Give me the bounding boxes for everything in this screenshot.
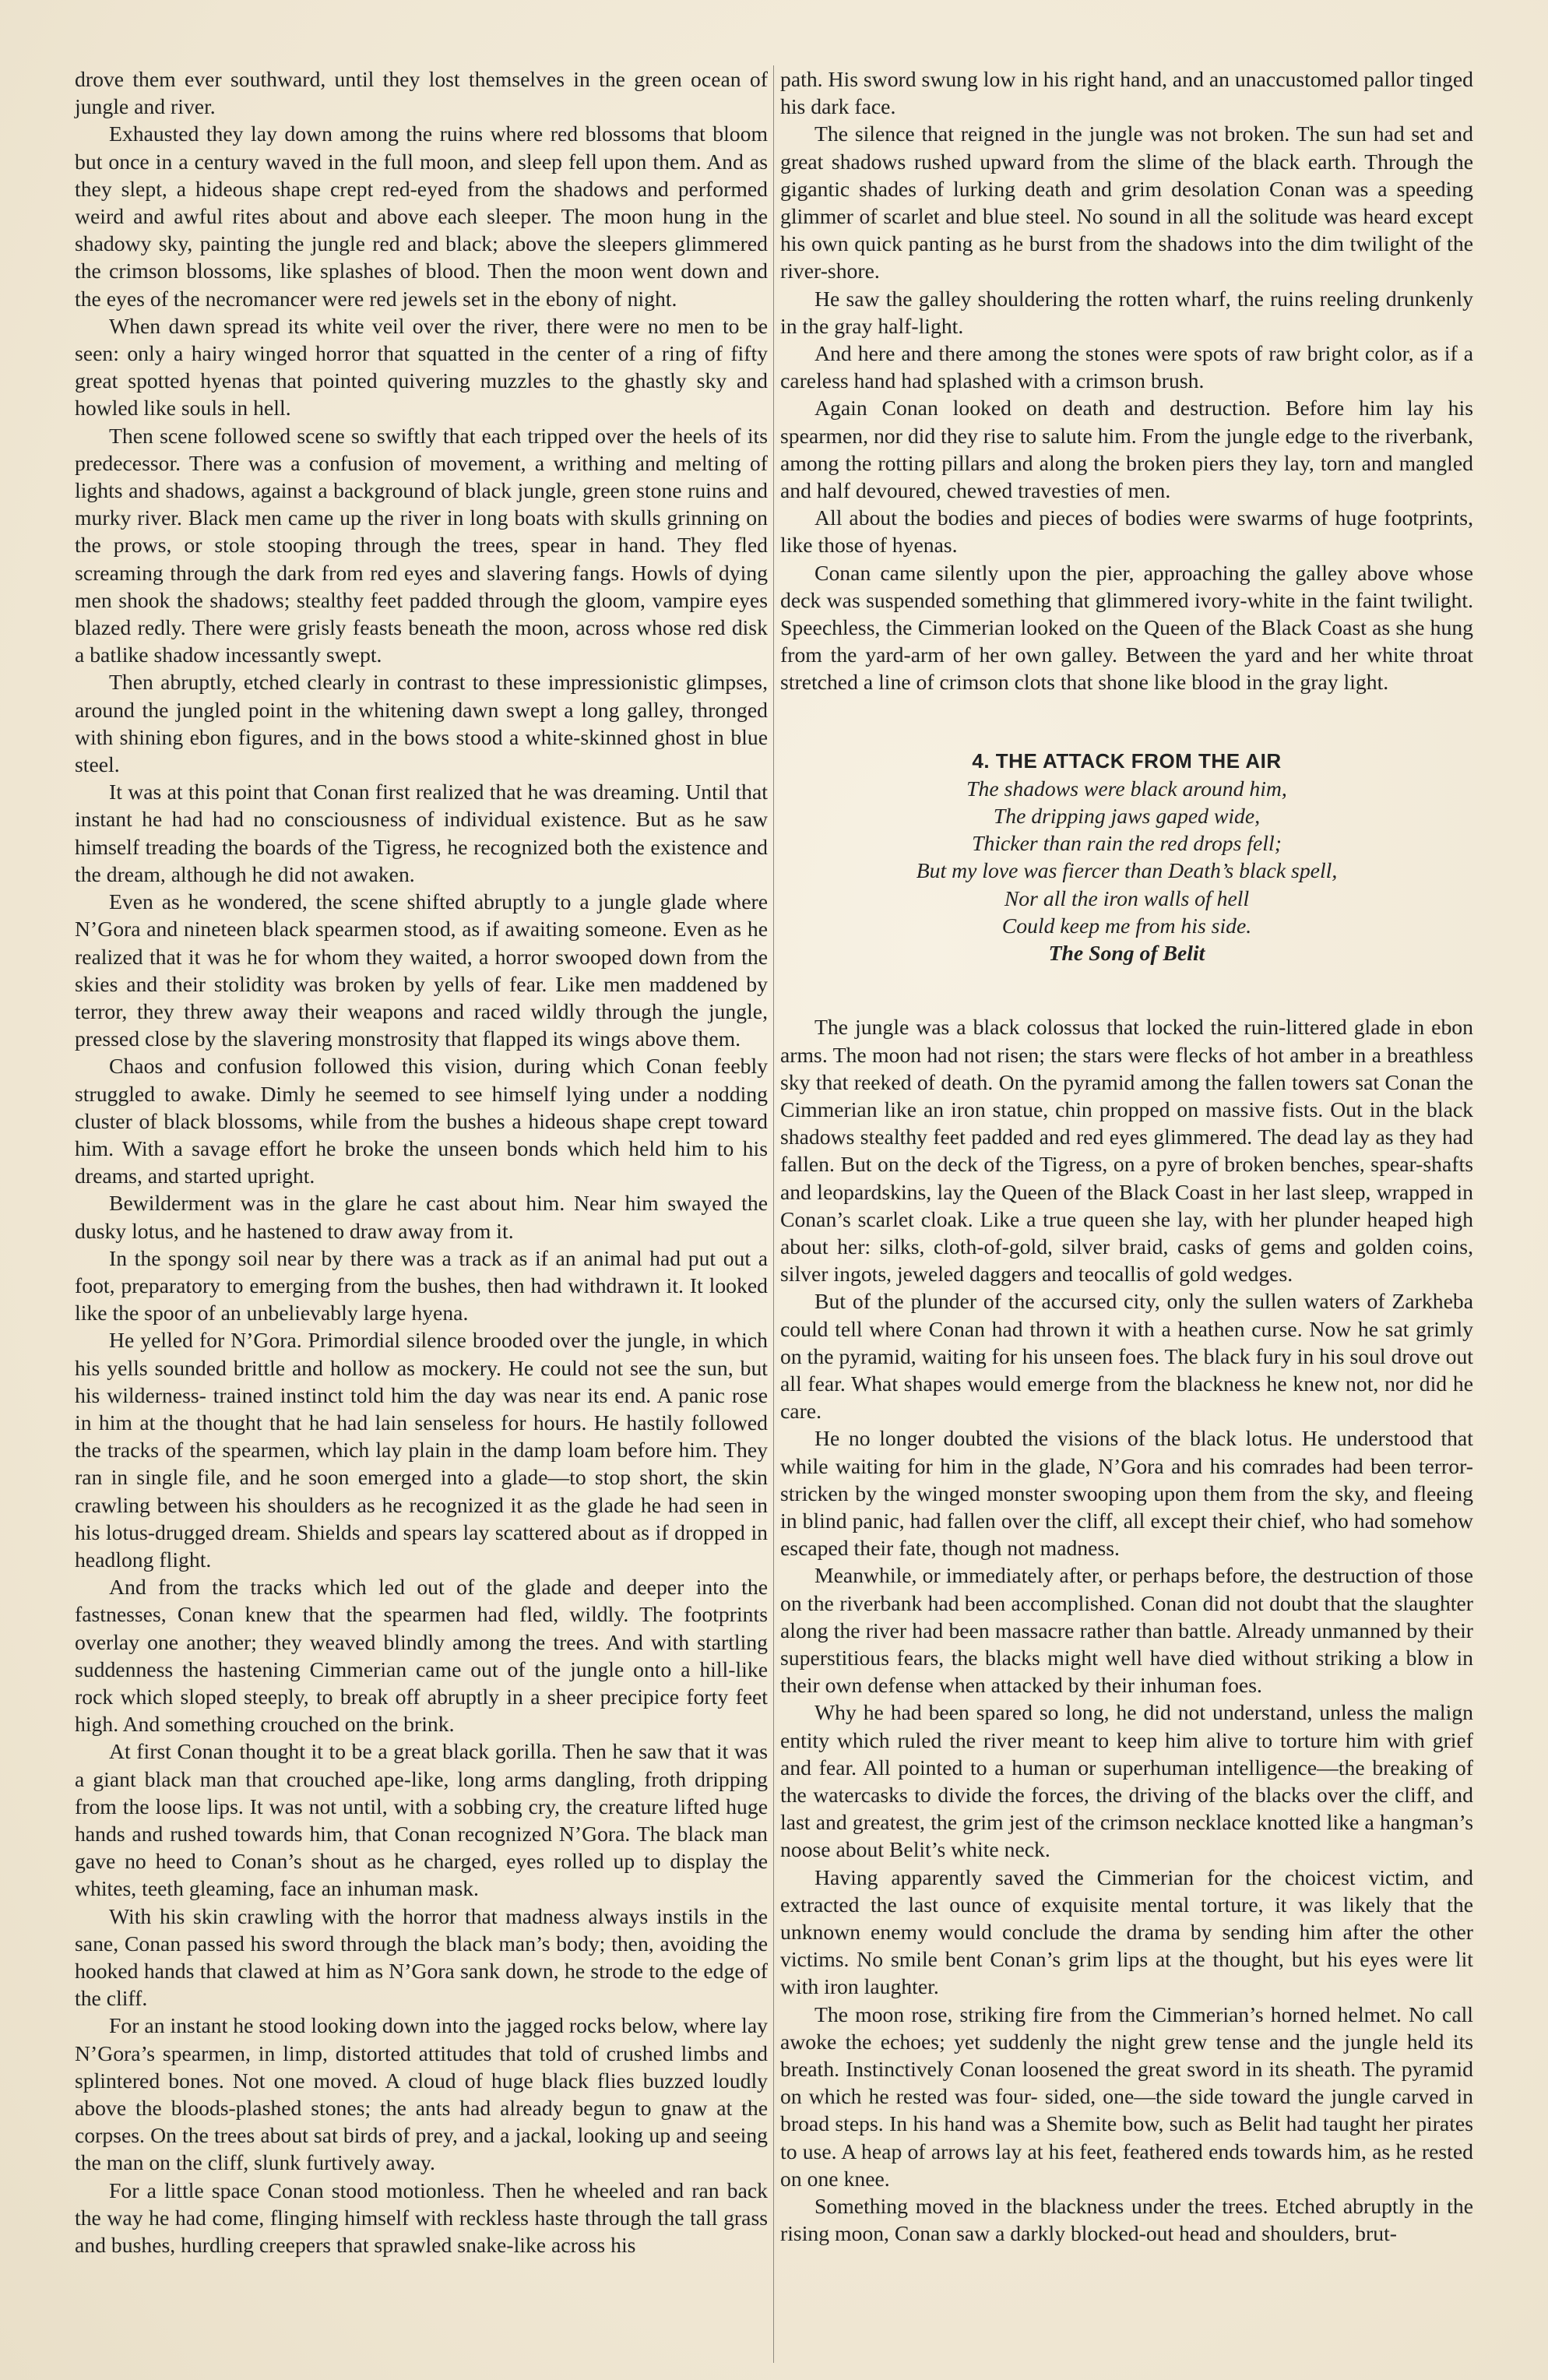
chapter-heading-block: [780, 748, 1473, 967]
paragraph: For an instant he stood looking down into the jagged rocks below, where lay N’Gora’s spearmen, in limp, distorted attitudes that told of crushed limbs and splintered bones. Not one moved. A cloud of huge black flies buzzed loudly above the bloods-plashed stones; the ants had already begun to gnaw at the corpses. On the trees about sat birds of prey, and a jackal, looking up and seeing the man on the cliff, slunk furtively away.: [75, 2013, 768, 2175]
paragraph: Meanwhile, or immediately after, or perhaps before, the destruction of those on the riverbank had been accomplished. Conan did not doubt that the slaughter along the river had been massacre rather than battle. Already unmanned by their superstitious fears, the blacks might well have died without striking a blow in their own defense when attacked by their inhuman foes.: [780, 1563, 1473, 1698]
left-column: [75, 65, 768, 2259]
paragraph: For a little space Conan stood motionless. Then he wheeled and ran back the way he had come, flinging himself with reckless haste through the tall grass and bushes, hurdling creepers that sprawled snake-like across his: [75, 2178, 768, 2258]
paragraph: The moon rose, striking fire from the Cimmerian’s horned helmet. No call awoke the echoes; yet suddenly the night grew tense and the jungle held its breath. Instinctively Conan loosened the great sword in its sheath. The pyramid on which he rested was four- sided, one—the side toward the jungle carved in broad steps. In his hand was a Shemite bow, such as Belit had taught her pirates to use. A heap of arrows lay at his feet, feathered ends towards him, as he rested on one knee.: [780, 2002, 1473, 2191]
epigraph-line: But my love was fiercer than Death’s black spell,: [916, 858, 1338, 883]
paragraph: Having apparently saved the Cimmerian for the choicest victim, and extracted the last ounce of exquisite mental torture, it was likely that the unknown enemy would conclude the drama by sending him after the other victims. No smile bent Conan’s grim lips at the thought, but his eyes were lit with iron laughter.: [780, 1864, 1473, 1999]
right-column: [780, 65, 1473, 2247]
paragraph: When dawn spread its white veil over the river, there were no men to be seen: only a hairy winged horror that squatted in the center of a ring of fifty great spotted hyenas that pointed quivering muzzles to the ghastly sky and howled like souls in hell.: [75, 313, 768, 421]
paragraph: In the spongy soil near by there was a track as if an animal had put out a foot, preparatory to emerging from the bushes, then had withdrawn it. It looked like the spoor of an unbelievably large hyena.: [75, 1245, 768, 1326]
paragraph: He saw the galley shouldering the rotten wharf, the ruins reeling drunkenly in the gray half-light.: [780, 286, 1473, 338]
paragraph: All about the bodies and pieces of bodies were swarms of huge footprints, like those of hyenas.: [780, 505, 1473, 558]
paragraph: It was at this point that Conan first realized that he was dreaming. Until that instant he had had no consciousness of individual existence. But as he saw himself treading the boards of the Tigress, he recognized both the existence and the dream, although he did not awaken.: [75, 780, 768, 886]
paragraph: The silence that reigned in the jungle was not broken. The sun had set and great shadows rushed upward from the slime of the black earth. Through the gigantic shades of lurking death and grim desolation Conan was a speeding glimmer of scarlet and blue steel. No sound in all the solitude was heard except his own quick panting as he burst from the shadows into the dim twilight of the river-shore.: [780, 121, 1473, 283]
right-column-bottom-text: [780, 1013, 1473, 2247]
paragraph: Why he had been spared so long, he did not understand, unless the malign entity which ruled the river meant to keep him alive to torture him with grief and fear. All pointed to a human or superhuman intelligence—the breaking of the watercasks to divide the forces, the driving of the blacks over the cliff, and last and greatest, the grim jest of the crimson necklace knotted like a hangman’s noose about Belit’s white neck.: [780, 1700, 1473, 1862]
epigraph-line: Thicker than rain the red drops fell;: [972, 831, 1282, 856]
epigraph-line: Could keep me from his side.: [1001, 913, 1252, 938]
paragraph: At first Conan thought it to be a great black gorilla. Then he saw that it was a giant black man that crouched ape-like, long arms dangling, froth dripping from the loose lips. It was not until, with a sobbing cry, the creature lifted huge hands and rushed towards him, that Conan recognized N’Gora. The black man gave no heed to Conan’s shout as he charged, eyes rolled up to display the whites, teeth gleaming, face an inhuman mask.: [75, 1739, 768, 1901]
right-column-top-text: [780, 65, 1473, 696]
paragraph: And here and there among the stones were spots of raw bright color, as if a careless hand had splashed with a crimson brush.: [780, 341, 1473, 393]
paragraph: Even as he wondered, the scene shifted abruptly to a jungle glade where N’Gora and nineteen black spearmen stood, as if awaiting someone. Even as he realized that it was he for whom they waited, a horror swooped down from the skies and their stolidity was broken by yells of fear. Like men maddened by terror, they threw away their weapons and raced wildly through the jungle, pressed close by the slavering monstrosity that flapped its wings above them.: [75, 889, 768, 1051]
chapter-title: 4. THE ATTACK FROM THE AIR: [972, 748, 1282, 773]
epigraph-line: The shadows were black around him,: [966, 776, 1287, 801]
epigraph-line: The dripping jaws gaped wide,: [993, 804, 1261, 829]
paragraph: Exhausted they lay down among the ruins where red blossoms that bloom but once in a century waved in the full moon, and sleep fell upon them. And as they slept, a hideous shape crept red-eyed from the shadows and performed weird and awful rites about and above each sleeper. The moon hung in the shadowy sky, painting the jungle red and black; above the sleepers glimmered the crimson blossoms, like splashes of blood. Then the moon went down and the eyes of the necromancer were red jewels set in the ebony of night.: [75, 121, 768, 311]
paragraph: Something moved in the blackness under the trees. Etched abruptly in the rising moon, Conan saw a darkly blocked-out head and shoulders, brut-: [780, 2194, 1473, 2246]
paragraph: Again Conan looked on death and destruction. Before him lay his spearmen, nor did they rise to salute him. From the jungle edge to the riverbank, among the rotting pillars and along the broken piers they lay, torn and mangled and half devoured, chewed travesties of men.: [780, 396, 1473, 503]
paragraph: He no longer doubted the visions of the black lotus. He understood that while waiting for him in the glade, N’Gora and his comrades had been terror-stricken by the winged monster swooping upon them from the sky, and fleeing in blind panic, had fallen over the cliff, all except their chief, who had somehow escaped their fate, though not madness.: [780, 1426, 1473, 1561]
paragraph: Then scene followed scene so swiftly that each tripped over the heels of its predecessor. There was a confusion of movement, a writhing and melting of lights and shadows, against a background of black jungle, green stone ruins and murky river. Black men came up the river in long boats with skulls grinning on the prows, or stole stooping through the trees, spear in hand. They fled screaming through the dark from red eyes and slavering fangs. Howls of dying men shook the shadows; stealthy feet padded through the gloom, vampire eyes blazed redly. There were grisly feasts beneath the moon, across whose red disk a batlike shadow incessantly swept.: [75, 423, 768, 667]
paragraph: With his skin crawling with the horror that madness always instils in the sane, Conan passed his sword through the black man’s body; then, avoiding the hooked hands that clawed at him as N’Gora sank down, he strode to the edge of the cliff.: [75, 1903, 768, 2011]
paragraph: path. His sword swung low in his right hand, and an unaccustomed pallor tinged his dark face.: [780, 67, 1473, 119]
epigraph-line: Nor all the iron walls of hell: [1004, 885, 1250, 910]
paragraph: He yelled for N’Gora. Primordial silence brooded over the jungle, in which his yells sounded brittle and hollow as mockery. He could not see the sun, but his wilderness- trained instinct told him the day was near its end. A panic rose in him at the thought that he had lain senseless for hours. He hastily followed the tracks of the spearmen, which lay plain in the damp loam before him. They ran in single file, and he soon emerged into a glade—to stop short, the skin crawling between his shoulders as he recognized it as the glade he had seen in his lotus-drugged dream. Shields and spears lay scattered about as if dropped in headlong flight.: [75, 1328, 768, 1572]
paragraph: The jungle was a black colossus that locked the ruin-littered glade in ebon arms. The moon had not risen; the stars were flecks of hot amber in a breathless sky that reeked of death. On the pyramid among the fallen towers sat Conan the Cimmerian like an iron statue, chin propped on massive fists. Out in the black shadows stealthy feet padded and red eyes glimmered. The dead lay as they had fallen. But on the deck of the Tigress, on a pyre of broken benches, spear-shafts and leopardskins, lay the Queen of the Black Coast in her last sleep, wrapped in Conan’s scarlet cloak. Like a true queen she lay, with her plunder heaped high about her: silks, cloth-of-gold, silver braid, casks of gems and golden coins, silver ingots, jeweled daggers and teocallis of gold wedges.: [780, 1015, 1473, 1287]
paragraph: drove them ever southward, until they lost themselves in the green ocean of jungle and river.: [75, 67, 768, 119]
paragraph: Bewilderment was in the glare he cast about him. Near him swayed the dusky lotus, and he hastened to draw away from it.: [75, 1191, 768, 1243]
paragraph: Then abruptly, etched clearly in contrast to these impressionistic glimpses, around the jungled point in the whitening dawn swept a long galley, thronged with shining ebon figures, and in the bows stood a white-skinned ghost in blue steel.: [75, 670, 768, 777]
epigraph-source: The Song of Belit: [1048, 941, 1205, 966]
paragraph: Conan came silently upon the pier, approaching the galley above whose deck was suspended something that glimmered ivory-white in the faint twilight. Speechless, the Cimmerian looked on the Queen of the Black Coast as she hung from the yard-arm of her own galley. Between the yard and her white throat stretched a line of crimson clots that shone like blood in the gray light.: [780, 560, 1473, 695]
paragraph: But of the plunder of the accursed city, only the sullen waters of Zarkheba could tell where Conan had thrown it with a heathen curse. Now he sat grimly on the pyramid, waiting for his unseen foes. The black fury in his soul drove out all fear. What shapes would emerge from the blackness he knew not, nor did he care.: [780, 1289, 1473, 1424]
paragraph: And from the tracks which led out of the glade and deeper into the fastnesses, Conan knew that the spearmen had fled, wildly. The footprints overlay one another; they weaved blindly among the trees. And with startling suddenness the hastening Cimmerian came out of the jungle onto a hill-like rock which sloped steeply, to break off abruptly in a sheer precipice forty feet high. And something crouched on the brink.: [75, 1575, 768, 1737]
column-divider: [773, 65, 774, 2363]
two-column-layout: [75, 65, 1473, 2259]
paragraph: Chaos and confusion followed this vision, during which Conan feebly struggled to awake. Dimly he seemed to see himself lying under a nodding cluster of black blossoms, while from the bushes a hideous shape crept toward him. With a savage effort he broke the unseen bonds which held him to his dreams, and started upright.: [75, 1054, 768, 1188]
